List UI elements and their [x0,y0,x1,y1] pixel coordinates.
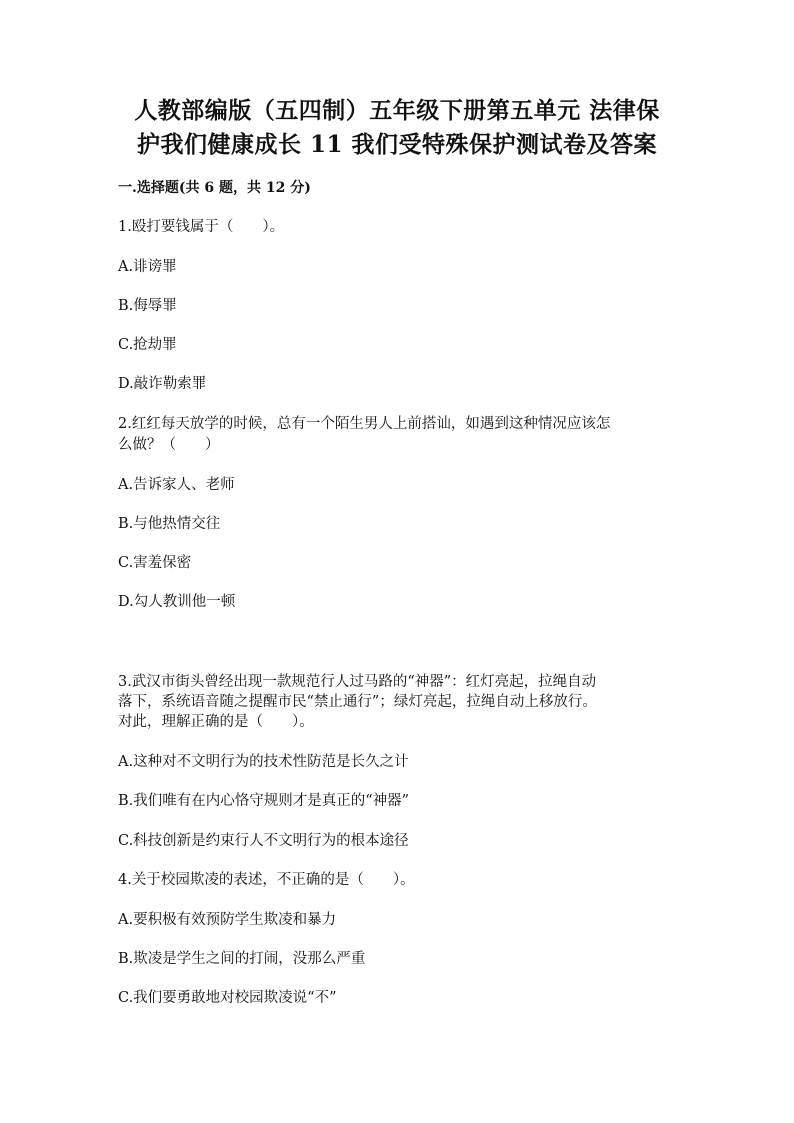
question-1-option-d: D.敲诈勒索罪 [118,376,207,392]
question-3-stem-line-2: 落下，系统语音随之提醒市民“禁止通行”；绿灯亮起，拉绳自动上移放行。 [118,694,597,710]
question-4-option-a: A.要积极有效预防学生欺凌和暴力 [118,912,337,928]
question-4-option-b: B.欺凌是学生之间的打闹，没那么严重 [118,951,366,967]
question-2-option-d: D.勾人教训他一顿 [118,594,236,610]
question-3-option-c: C.科技创新是约束行人不文明行为的根本途径 [118,833,409,849]
document-title-line-2: 护我们健康成长 11 我们受特殊保护测试卷及答案 [136,131,658,158]
question-1-stem: 1.殴打要钱属于（ ）。 [118,219,285,235]
question-2-option-b: B.与他热情交往 [118,516,221,532]
question-3-stem-line-1: 3.武汉市街头曾经出现一款规范行人过马路的“神器”：红灯亮起，拉绳自动 [118,674,597,690]
question-2-stem-line-2: 么做？（ ） [118,437,220,453]
question-1-option-a: A.诽谤罪 [118,259,177,275]
document-title-line-1: 人教部编版（五四制）五年级下册第五单元 法律保 [134,97,660,124]
question-3-option-a: A.这种对不文明行为的技术性防范是长久之计 [118,754,409,770]
question-3-stem-line-3: 对此，理解正确的是（ ）。 [118,714,314,730]
section-heading: 一.选择题(共 6 题，共 12 分) [118,180,311,196]
question-2-option-a: A.告诉家人、老师 [118,477,235,493]
question-2-option-c: C.害羞保密 [118,555,192,571]
question-2-stem-line-1: 2.红红每天放学的时候，总有一个陌生男人上前搭讪，如遇到这种情况应该怎 [118,416,611,432]
question-1-option-c: C.抢劫罪 [118,337,177,353]
question-4-stem: 4.关于校园欺凌的表述，不正确的是（ ）。 [118,872,415,888]
question-3-option-b: B.我们唯有在内心恪守规则才是真正的“神器” [118,793,410,809]
question-4-option-c: C.我们要勇敢地对校园欺凌说“不” [118,990,337,1006]
question-1-option-b: B.侮辱罪 [118,298,177,314]
